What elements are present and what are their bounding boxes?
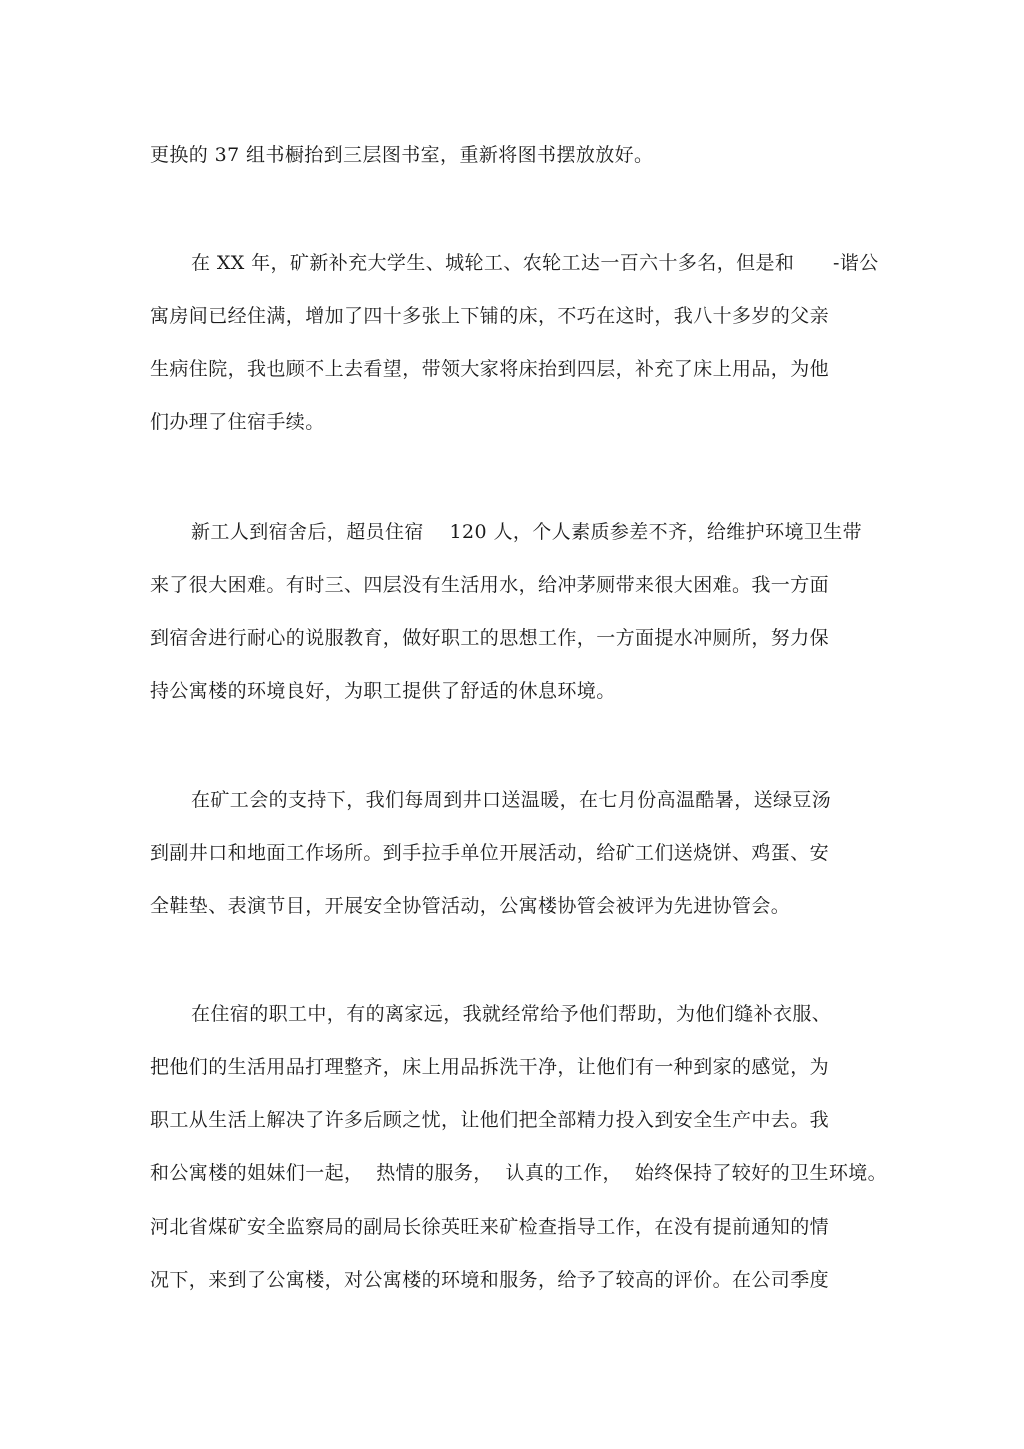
text-line: 来了很大困难。有时三、四层没有生活用水，给冲茅厕带来很大困难。我一方面 xyxy=(150,574,830,596)
text-line: 在住宿的职工中，有的离家远，我就经常给予他们帮助，为他们缝补衣服、 xyxy=(191,1003,832,1025)
text-line: 到宿舍进行耐心的说服教育，做好职工的思想工作，一方面提水冲厕所，努力保 xyxy=(150,627,830,649)
text-line: 河北省煤矿安全监察局的副局长徐英旺来矿检查指导工作，在没有提前通知的情 xyxy=(150,1216,830,1238)
text-line: 在 XX 年，矿新补充大学生、城轮工、农轮工达一百六十多名，但是和 -谐公 xyxy=(191,252,879,274)
text-line: 生病住院，我也顾不上去看望，带领大家将床抬到四层，补充了床上用品，为他 xyxy=(150,358,830,380)
text-line: 更换的 37 组书橱抬到三层图书室，重新将图书摆放放好。 xyxy=(150,144,654,166)
text-line: 持公寓楼的环境良好，为职工提供了舒适的休息环境。 xyxy=(150,680,616,702)
text-line: 们办理了住宿手续。 xyxy=(150,411,325,433)
text-line: 全鞋垫、表演节目，开展安全协管活动，公寓楼协管会被评为先进协管会。 xyxy=(150,895,791,917)
text-line: 把他们的生活用品打理整齐，床上用品拆洗干净，让他们有一种到家的感觉，为 xyxy=(150,1056,830,1078)
text-line: 况下，来到了公寓楼，对公寓楼的环境和服务，给予了较高的评价。在公司季度 xyxy=(150,1269,830,1291)
text-line: 和公寓楼的姐妹们一起， 热情的服务， 认真的工作， 始终保持了较好的卫生环境。 xyxy=(150,1162,888,1184)
text-line: 在矿工会的支持下，我们每周到井口送温暖，在七月份高温酷暑，送绿豆汤 xyxy=(191,789,832,811)
text-line: 新工人到宿舍后，超员住宿 120 人，个人素质参差不齐，给维护环境卫生带 xyxy=(191,521,863,543)
text-line: 到副井口和地面工作场所。到手拉手单位开展活动，给矿工们送烧饼、鸡蛋、安 xyxy=(150,842,830,864)
text-line: 寓房间已经住满，增加了四十多张上下铺的床，不巧在这时，我八十多岁的父亲 xyxy=(150,305,830,327)
text-line: 职工从生活上解决了许多后顾之忧，让他们把全部精力投入到安全生产中去。我 xyxy=(150,1109,830,1131)
